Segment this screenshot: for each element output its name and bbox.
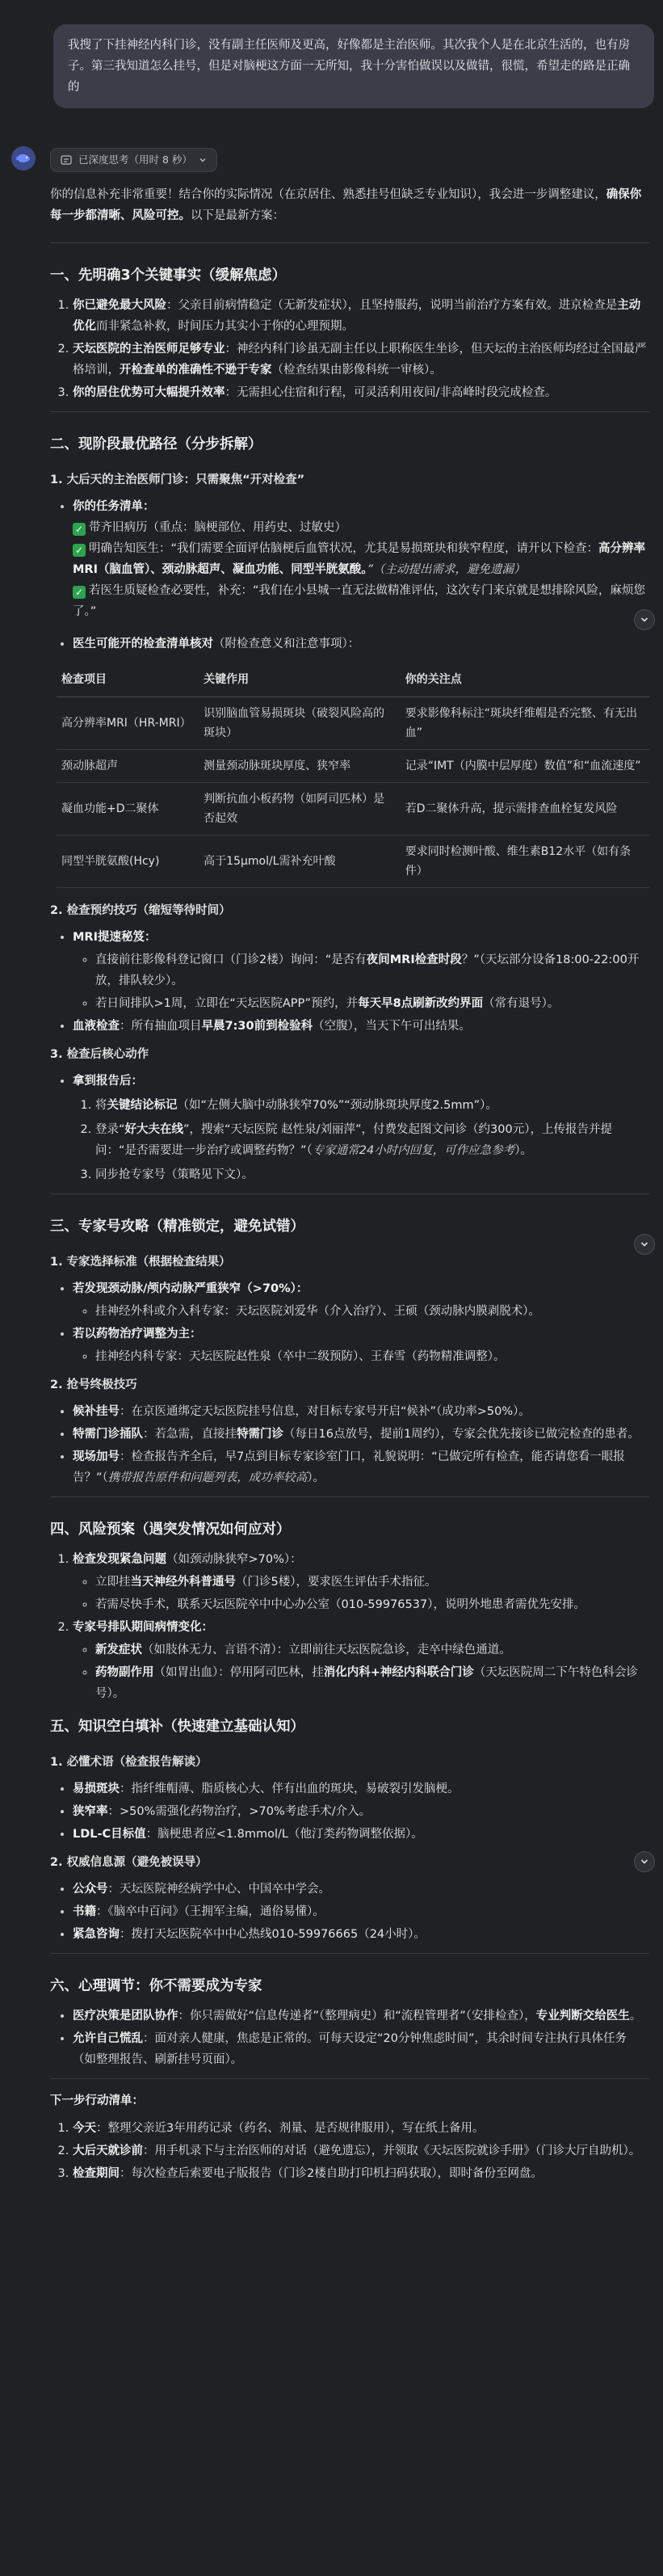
exam-table: [57, 663, 649, 888]
deep-think-label: 已深度思考（用时 8 秒）: [78, 154, 192, 166]
table-cell: 判断抗血小板药物（如阿司匹林）是否起效: [199, 783, 401, 836]
post-exam-list: [50, 1071, 649, 1185]
user-message-bubble: [53, 24, 654, 108]
table-header: 关键作用: [199, 663, 401, 697]
subsection-title: 2. 抢号终极技巧: [50, 1378, 137, 1391]
table-cell: 记录“IMT（内膜中层厚度）数值”和“血流速度”: [401, 750, 649, 783]
subsection-title: 2. 检查预约技巧（缩短等待时间）: [50, 904, 231, 917]
tasks-list: [50, 496, 649, 622]
list-item: 3. 检查期间：每次检查后索要电子版报告（门诊2楼自助打印机扫码获取），即时备份至网盘。: [73, 2163, 649, 2184]
chevron-down-icon: [640, 1857, 649, 1867]
chevron-down-icon: [640, 615, 649, 625]
check-icon: ✓: [73, 544, 86, 557]
divider: [50, 2078, 649, 2079]
intro-text: 你的信息补充非常重要！结合你的实际情况（在京居住、熟悉挂号但缺乏专业知识），我会进一步调整建议，: [50, 188, 606, 201]
table-cell: 要求同时检测叶酸、维生素B12水平（如有条件）: [401, 836, 649, 888]
list-item: ◦ 直接前往影像科登记窗口（门诊2楼）询问：“是否有夜间MRI检查时段？”（天坛部分设备18:00-22:00开放，排队较少）。: [95, 949, 649, 991]
list-item: 3. 你的居住优势可大幅提升效率：无需担心住宿和行程，可灵活利用夜间/非高峰时段完成检查。: [73, 382, 649, 403]
check-icon: ✓: [73, 523, 86, 536]
list-item: • 你的任务清单： ✓ 带齐旧病历（重点：脑梗部位、用药史、过敏史） ✓ 明确告知医生：“我们需要全面评估脑梗后血管状况，尤其是易损斑块和狭窄程度，请开以下检查：高分辨率MRI（脑血管）、颈动脉超声、凝血功能、同型半胱氨酸。”（主动提出需求，避免遗漏） ✓ 若医生质疑检查必要性，补充：“我们在小县城一直无法做精准评估，这次专门来京就是想排除风险，麻烦您了。”: [73, 496, 649, 622]
expert-criteria-list: [50, 1278, 649, 1367]
check-icon: ✓: [73, 586, 86, 599]
table-row: [57, 750, 649, 783]
key-facts-list: [50, 295, 649, 403]
deep-think-toggle[interactable]: [50, 148, 217, 172]
list-item: ◦ 若日间排队>1周，立即在“天坛医院APP”预约，并每天早8点刷新改约界面（常有退号）。: [95, 993, 649, 1014]
assistant-response: [50, 184, 649, 2186]
list-item: ◦ 药物副作用（如胃出血）：停用阿司匹林，挂消化内科+神经内科联合门诊（天坛医院周二下午特色科会诊号）。: [95, 1662, 649, 1704]
table-cell: 同型半胱氨酸(Hcy): [57, 836, 199, 888]
scroll-down-button[interactable]: [634, 609, 655, 630]
thinking-icon: [61, 154, 72, 166]
table-cell: 颈动脉超声: [57, 750, 199, 783]
list-item: ◦ 若需尽快手术，联系天坛医院卒中中心办公室（010-59976537），说明外地患者需优先安排。: [95, 1594, 649, 1615]
subsection-title: 1. 专家选择标准（根据检查结果）: [50, 1256, 231, 1269]
table-header: 检查项目: [57, 663, 199, 697]
subsection-title: 1. 大后天的主治医师门诊：只需聚焦“开对检查”: [50, 474, 305, 486]
divider: [50, 411, 649, 412]
booking-tips-list: [50, 927, 649, 1037]
exams-list: [50, 633, 649, 655]
chevron-down-icon: [640, 1240, 649, 1249]
list-item: • 公众号：天坛医院神经病学中心、中国卒中学会。: [73, 1879, 649, 1900]
mindset-list: [50, 2006, 649, 2070]
terms-list: [50, 1778, 649, 1845]
list-item: • 若发现颈动脉/颅内动脉严重狭窄（>70%）： ◦ 挂神经外科或介入科专家：天坛医院刘爱华（介入治疗）、王硕（颈动脉内膜剥脱术）。: [73, 1278, 649, 1322]
table-cell: 测量颈动脉斑块厚度、狭窄率: [199, 750, 401, 783]
intro-text-end: 以下是最新方案：: [191, 209, 284, 222]
section-3-title: 三、专家号攻略（精准锁定，避免试错）: [50, 1219, 304, 1235]
list-item: 2. 大后天就诊前：用手机录下与主治医师的对话（避免遗忘），并领取《天坛医院就诊手册》（门诊大厅自助机）。: [73, 2140, 649, 2161]
divider: [50, 242, 649, 243]
risk-plan-list: [50, 1549, 649, 1704]
next-steps-list: [50, 2118, 649, 2184]
list-item: ◦ 立即挂当天神经外科普通号（门诊5楼），要求医生评估手术指征。: [95, 1572, 649, 1593]
scroll-down-button[interactable]: [634, 1851, 655, 1872]
divider: [50, 1496, 649, 1497]
intro-bold: 确保你每一步都清晰、风险可控。: [50, 188, 642, 222]
sources-list: [50, 1879, 649, 1945]
list-item: • 血液检查：所有抽血项目早晨7:30前到检验科（空腹），当天下午可出结果。: [73, 1016, 649, 1037]
list-item: • 书籍：《脑卒中百问》（王拥军主编，通俗易懂）。: [73, 1901, 649, 1922]
list-item: • 易损斑块：指纤维帽薄、脂质核心大、伴有出血的斑块，易破裂引发脑梗。: [73, 1778, 649, 1799]
table-cell: 凝血功能+D二聚体: [57, 783, 199, 836]
section-6-title: 六、心理调节：你不需要成为专家: [50, 1978, 262, 1994]
list-item: • MRI提速秘笈： ◦ 直接前往影像科登记窗口（门诊2楼）询问：“是否有夜间MRI检查时段？”（天坛部分设备18:00-22:00开放，排队较少）。 ◦ 若日间排队>1周，立即在“天坛医院APP”预约，并每天早8点刷新改约界面（常有退号）。: [73, 927, 649, 1014]
table-cell: 高于15μmol/L需补充叶酸: [199, 836, 401, 888]
list-item: 1. 将关键结论标记（如“左侧大脑中动脉狭窄70%”“颈动脉斑块厚度2.5mm”）。: [95, 1095, 649, 1116]
list-item: • 紧急咨询：拨打天坛医院卒中中心热线010-59976665（24小时）。: [73, 1924, 649, 1945]
list-item: • 拿到报告后： 1. 将关键结论标记（如“左侧大脑中动脉狭窄70%”“颈动脉斑块厚度2.5mm”）。 2. 登录“好大夫在线”，搜索“天坛医院 赵性泉/刘丽萍”，付费发起图文问诊（约300元），上传报告并提问：“是否需要进一步治疗或调整药物？”（专家通常24小时内回复，可作应急参考）。 3. 同步抢专家号（策略见下文）。: [73, 1071, 649, 1185]
table-header: 你的关注点: [401, 663, 649, 697]
list-item: • 现场加号：检查报告齐全后，早7点到目标专家诊室门口，礼貌说明：“已做完所有检查，能否请您看一眼报告？”（携带报告原件和问题列表，成功率较高）。: [73, 1446, 649, 1488]
list-item: ◦ 新发症状（如肢体无力、言语不清）：立即前往天坛医院急诊，走卒中绿色通道。: [95, 1639, 649, 1661]
table-cell: 高分辨率MRI（HR-MRI）: [57, 697, 199, 750]
divider: [50, 1193, 649, 1194]
list-item: 1. 今天：整理父亲近3年用药记录（药名、剂量、是否规律服用），写在纸上备用。: [73, 2118, 649, 2139]
user-message-text: 我搜了下挂神经内科门诊，没有副主任医师及更高，好像都是主治医师。其次我个人是在北京生活的，也有房子。第三我知道怎么挂号，但是对脑梗这方面一无所知，我十分害怕做误以及做错，很慌，希望走的路是正确的: [68, 39, 630, 94]
assistant-avatar: [11, 146, 36, 170]
subsection-title: 1. 必懂术语（检查报告解读）: [50, 1756, 208, 1769]
intro-paragraph: [50, 184, 649, 226]
table-cell: 要求影像科标注“斑块纤维帽是否完整、有无出血”: [401, 697, 649, 750]
divider: [50, 1953, 649, 1954]
table-row: [57, 783, 649, 836]
list-item: ◦ 挂神经内科专家：天坛医院赵性泉（卒中二级预防）、王春雪（药物精准调整）。: [95, 1346, 649, 1367]
list-item: • 特需门诊捅队：若急需，直接挂特需门诊（每日16点放号，提前1周约），专家会优先接诊已做完检查的患者。: [73, 1424, 649, 1445]
scroll-down-button[interactable]: [634, 1234, 655, 1255]
list-item: • 候补挂号：在京医通绑定天坛医院挂号信息，对目标专家号开启“候补”（成功率>50%）。: [73, 1401, 649, 1422]
chevron-down-icon: [199, 156, 207, 164]
section-2-title: 二、现阶段最优路径（分步拆解）: [50, 436, 262, 452]
next-steps-label: 下一步行动清单：: [50, 2094, 144, 2107]
list-item: 1. 检查发现紧急问题（如颈动脉狭窄>70%）： ◦ 立即挂当天神经外科普通号（门诊5楼），要求医生评估手术指征。 ◦ 若需尽快手术，联系天坛医院卒中中心办公室（010-59976537），说明外地患者需优先安排。: [73, 1549, 649, 1615]
list-item: 1. 你已避免最大风险：父亲目前病情稳定（无新发症状），且坚持服药，说明当前治疗方案有效。进京检查是主动优化而非紧急补救，时间压力其实小于你的心理预期。: [73, 295, 649, 337]
section-4-title: 四、风险预案（遇突发情况如何应对）: [50, 1522, 291, 1538]
table-header-row: [57, 663, 649, 697]
list-item: 2. 登录“好大夫在线”，搜索“天坛医院 赵性泉/刘丽萍”，付费发起图文问诊（约300元），上传报告并提问：“是否需要进一步治疗或调整药物？”（专家通常24小时内回复，可作应急参考）。: [95, 1119, 649, 1161]
whale-logo-icon: [15, 152, 31, 165]
list-item: 2. 天坛医院的主治医师足够专业：神经内科门诊虽无副主任以上职称医生坐诊，但天坛的主治医师均经过全国最严格培训，开检查单的准确性不逊于专家（检查结果由影像科统一审核）。: [73, 339, 649, 381]
table-cell: 识别脑血管易损斑块（破裂风险高的斑块）: [199, 697, 401, 750]
list-item: • 允许自己慌乱：面对亲人健康，焦虑是正常的。可每天设定“20分钟焦虑时间”，其余时间专注执行具体任务（如整理报告、刷新挂号页面）。: [73, 2028, 649, 2070]
list-item: • 医疗决策是团队协作：你只需做好“信息传递者”（整理病史）和“流程管理者”（安排检查），专业判断交给医生。: [73, 2006, 649, 2027]
table-row: [57, 697, 649, 750]
subsection-title: 3. 检查后核心动作: [50, 1048, 149, 1061]
section-5-title: 五、知识空白填补（快速建立基础认知）: [50, 1719, 304, 1735]
list-item: 2. 专家号排队期间病情变化： ◦ 新发症状（如肢体无力、言语不清）：立即前往天坛医院急诊，走卒中绿色通道。 ◦ 药物副作用（如胃出血）：停用阿司匹林，挂消化内科+神经内科联合门诊（天坛医院周二下午特色科会诊号）。: [73, 1617, 649, 1704]
list-item: • LDL-C目标值：脑梗患者应<1.8mmol/L（他汀类药物调整依据）。: [73, 1824, 649, 1845]
list-item: 3. 同步抢专家号（策略见下文）。: [95, 1164, 649, 1185]
list-item: • 医生可能开的检查清单核对（附检查意义和注意事项）：: [73, 633, 649, 655]
table-row: [57, 836, 649, 888]
subsection-title: 2. 权威信息源（避免被误导）: [50, 1856, 208, 1869]
list-item: • 若以药物治疗调整为主： ◦ 挂神经内科专家：天坛医院赵性泉（卒中二级预防）、王春雪（药物精准调整）。: [73, 1324, 649, 1367]
booking-tricks-list: [50, 1401, 649, 1488]
table-cell: 若D二聚体升高，提示需排查血栓复发风险: [401, 783, 649, 836]
list-item: ◦ 挂神经外科或介入科专家：天坛医院刘爱华（介入治疗）、王硕（颈动脉内膜剥脱术）。: [95, 1301, 649, 1322]
section-1-title: 一、先明确3个关键事实（缓解焦虑）: [50, 267, 287, 284]
list-item: • 狭窄率：>50%需强化药物治疗，>70%考虑手术/介入。: [73, 1801, 649, 1822]
